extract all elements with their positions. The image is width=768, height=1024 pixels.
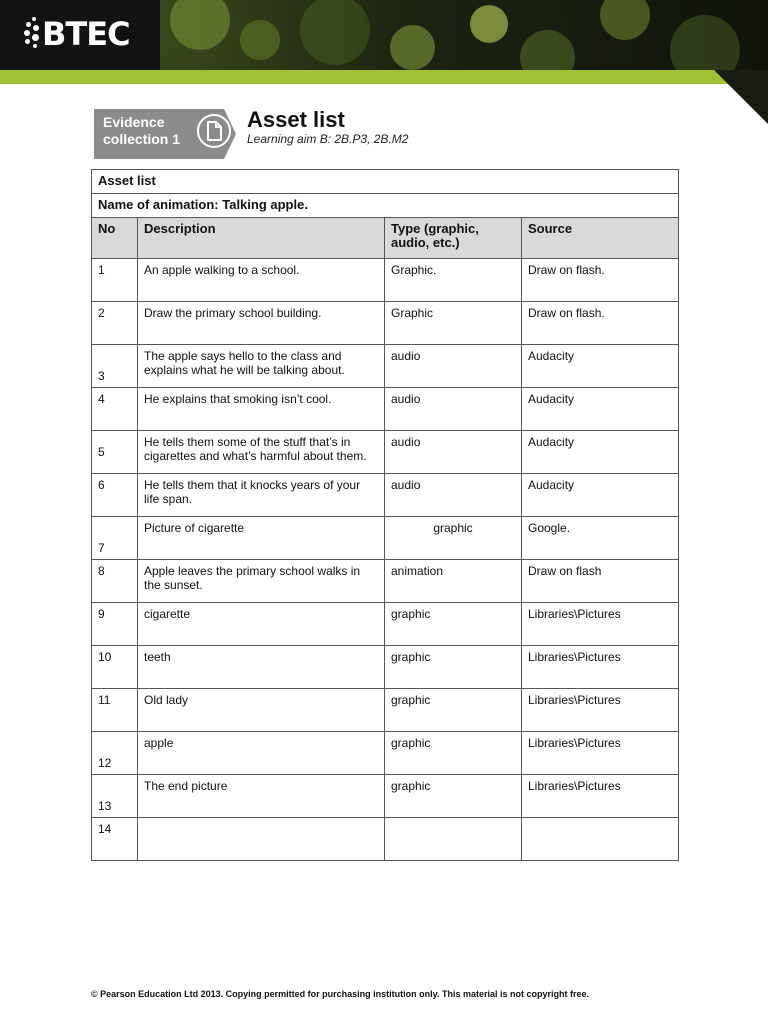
- cell-source: Libraries\Pictures: [522, 603, 679, 646]
- table-row: [92, 732, 679, 775]
- cell-source: Draw on flash.: [522, 302, 679, 345]
- table-row: [92, 689, 679, 732]
- decor-bubble: [300, 0, 370, 65]
- cell-type: audio: [385, 431, 522, 474]
- cell-no: 8: [92, 560, 138, 603]
- logo-text: BTEC: [42, 15, 130, 53]
- cell-source: Draw on flash.: [522, 259, 679, 302]
- cell-no: 7: [92, 517, 138, 560]
- table-row: [92, 560, 679, 603]
- cell-description: He tells them that it knocks years of your life span.: [138, 474, 385, 517]
- cell-no: 9: [92, 603, 138, 646]
- decor-bubble: [520, 30, 575, 70]
- cell-source: Libraries\Pictures: [522, 732, 679, 775]
- cell-description: apple: [138, 732, 385, 775]
- cell-description: teeth: [138, 646, 385, 689]
- table-row: [92, 431, 679, 474]
- evidence-label-line2: collection 1: [103, 131, 181, 147]
- asset-table: [91, 169, 679, 861]
- cell-no: 12: [92, 732, 138, 775]
- cell-source: Audacity: [522, 474, 679, 517]
- table-row: [92, 775, 679, 818]
- evidence-label: [103, 114, 180, 148]
- table-row: [92, 302, 679, 345]
- cell-type: audio: [385, 474, 522, 517]
- cell-no: 3: [92, 345, 138, 388]
- cell-type: graphic: [385, 732, 522, 775]
- table-row: [92, 345, 679, 388]
- column-header-row: [92, 218, 679, 259]
- table-title-row: [92, 170, 679, 194]
- decor-bubble: [390, 25, 435, 70]
- table-row: [92, 646, 679, 689]
- cell-source: Audacity: [522, 345, 679, 388]
- cell-type: graphic: [385, 689, 522, 732]
- decor-bubble: [240, 20, 280, 60]
- cell-description: Draw the primary school building.: [138, 302, 385, 345]
- cell-source: Google.: [522, 517, 679, 560]
- evidence-label-line1: Evidence: [103, 114, 165, 130]
- table-row: [92, 603, 679, 646]
- cell-no: 4: [92, 388, 138, 431]
- cell-description: Old lady: [138, 689, 385, 732]
- column-header-no: No: [92, 218, 138, 259]
- cell-type: graphic: [385, 775, 522, 818]
- table-row: [92, 259, 679, 302]
- decor-bubble: [170, 0, 230, 50]
- cell-description: An apple walking to a school.: [138, 259, 385, 302]
- cell-description: [138, 818, 385, 861]
- logo-dots-icon: [22, 17, 40, 51]
- table-row: [92, 818, 679, 861]
- table-row: [92, 517, 679, 560]
- cell-no: 5: [92, 431, 138, 474]
- cell-type: graphic: [385, 517, 522, 560]
- cell-source: Draw on flash: [522, 560, 679, 603]
- cell-description: cigarette: [138, 603, 385, 646]
- cell-source: Libraries\Pictures: [522, 775, 679, 818]
- decor-bubble: [470, 5, 508, 43]
- page-title: Asset list: [247, 107, 345, 132]
- cell-type: audio: [385, 345, 522, 388]
- cell-source: Audacity: [522, 388, 679, 431]
- animation-name: Name of animation: Talking apple.: [92, 194, 679, 218]
- cell-description: He tells them some of the stuff that’s in cigarettes and what’s harmful about them.: [138, 431, 385, 474]
- animation-name-row: [92, 194, 679, 218]
- cell-description: Picture of cigarette: [138, 517, 385, 560]
- cell-source: [522, 818, 679, 861]
- cell-type: Graphic.: [385, 259, 522, 302]
- copyright-footer: © Pearson Education Ltd 2013. Copying permitted for purchasing institution only. This material is not copyright free.: [91, 989, 590, 999]
- cell-type: graphic: [385, 646, 522, 689]
- document-icon: [197, 114, 231, 148]
- cell-no: 2: [92, 302, 138, 345]
- decor-bubble: [670, 15, 740, 70]
- cell-source: Audacity: [522, 431, 679, 474]
- table-section-title: Asset list: [92, 170, 679, 194]
- btec-logo: [22, 14, 130, 54]
- cell-type: audio: [385, 388, 522, 431]
- corner-decor: [728, 70, 768, 84]
- cell-no: 14: [92, 818, 138, 861]
- cell-no: 10: [92, 646, 138, 689]
- cell-type: [385, 818, 522, 861]
- cell-description: The apple says hello to the class and explains what he will be talking about.: [138, 345, 385, 388]
- cell-no: 11: [92, 689, 138, 732]
- header-banner: [0, 0, 768, 70]
- cell-no: 13: [92, 775, 138, 818]
- decor-bubble: [600, 0, 650, 40]
- cell-type: animation: [385, 560, 522, 603]
- accent-stripe: [0, 70, 728, 84]
- table-row: [92, 388, 679, 431]
- cell-description: Apple leaves the primary school walks in the sunset.: [138, 560, 385, 603]
- column-header-type: Type (graphic, audio, etc.): [385, 218, 522, 259]
- table-row: [92, 474, 679, 517]
- cell-source: Libraries\Pictures: [522, 689, 679, 732]
- cell-source: Libraries\Pictures: [522, 646, 679, 689]
- cell-no: 6: [92, 474, 138, 517]
- evidence-tag: [94, 109, 236, 159]
- cell-description: The end picture: [138, 775, 385, 818]
- column-header-source: Source: [522, 218, 679, 259]
- cell-description: He explains that smoking isn’t cool.: [138, 388, 385, 431]
- cell-no: 1: [92, 259, 138, 302]
- cell-type: graphic: [385, 603, 522, 646]
- cell-type: Graphic: [385, 302, 522, 345]
- column-header-description: Description: [138, 218, 385, 259]
- page-subtitle: Learning aim B: 2B.P3, 2B.M2: [247, 132, 409, 146]
